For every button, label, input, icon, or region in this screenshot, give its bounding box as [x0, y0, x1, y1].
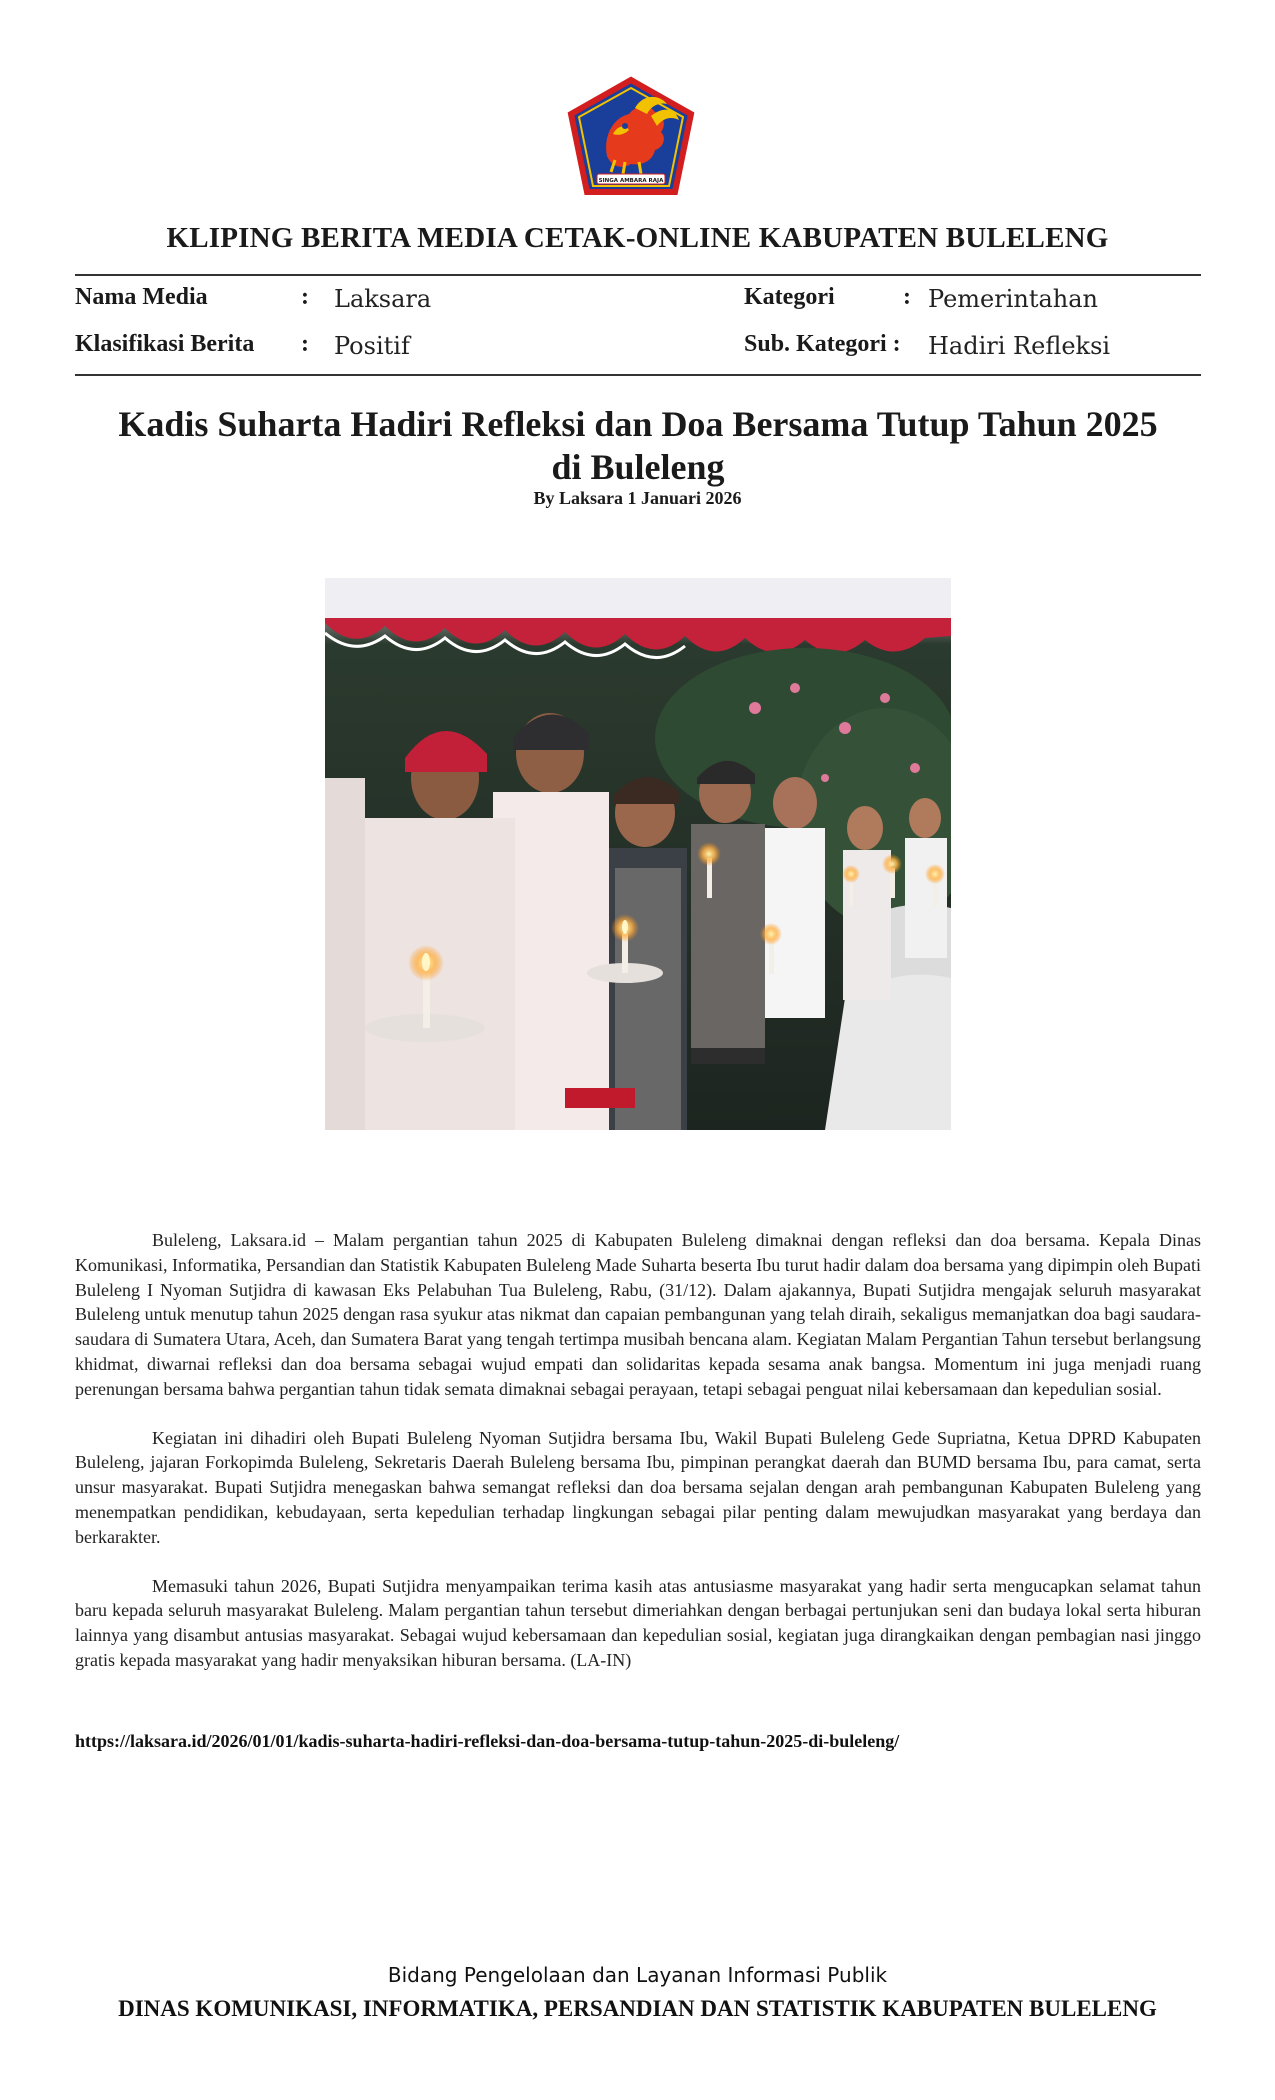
klasifikasi-value: Positif [334, 332, 410, 360]
article-byline: By Laksara 1 Januari 2026 [533, 488, 742, 508]
buleleng-coat-of-arms-icon [563, 74, 699, 200]
article-paragraph: Buleleng, Laksara.id – Malam pergantian tahun 2025 di Kabupaten Buleleng dimaknai dengan refleksi dan doa bersama. Kepala Dinas Komunikasi, Informatika, Persandian dan Statistik Kabupaten Buleleng Made Suharta beserta Ibu turut hadir dalam doa bersama yang dipimpin oleh Bupati Buleleng I Nyoman Sutjidra di kawasan Eks Pelabuhan Tua Buleleng, Rabu, (31/12). Dalam ajakannya, Bupati Sutjidra mengajak seluruh masyarakat Buleleng untuk menutup tahun 2025 dengan rasa syukur atas nikmat dan capaian pembangunan yang telah diraih, sekaligus memanjatkan doa bagi saudara-saudara di Sumatera Utara, Aceh, dan Sumatera Barat yang tengah tertimpa musibah bencana alam. Kegiatan Malam Pergantian Tahun tersebut berlangsung khidmat, diwarnai refleksi dan doa bersama sebagai wujud empati dan solidaritas kepada sesama anak bangsa. Momentum ini juga menjadi ruang perenungan bersama bahwa pergantian tahun tidak semata dimaknai sebagai perayaan, tetapi sebagai penguat nilai kebersamaan dan kepedulian sosial. [75, 1230, 1201, 1399]
page-title: KLIPING BERITA MEDIA CETAK-ONLINE KABUPATEN BULELENG [166, 222, 1109, 254]
klasifikasi-label: Klasifikasi Berita [75, 331, 255, 357]
article-title-line2: di Buleleng [551, 447, 725, 487]
article-paragraph: Kegiatan ini dihadiri oleh Bupati Buleleng Nyoman Sutjidra bersama Ibu, Wakil Bupati Buleleng Gede Supriatna, Ketua DPRD Kabupaten Buleleng, jajaran Forkopimda Buleleng, Sekretaris Daerah Buleleng bersama Ibu, pimpinan perangkat daerah dan BUMD bersama Ibu, para camat, serta unsur masyarakat. Bupati Sutjidra menegaskan bahwa semangat refleksi dan doa bersama sejalan dengan arah pembangunan Kabupaten Buleleng yang menempatkan pendidikan, kebudayaan, serta kepedulian terhadap lingkungan sebagai pilar penting dalam mewujudkan masyarakat yang berdaya dan berkarakter. [75, 1427, 1201, 1547]
kategori-colon: : [903, 284, 911, 310]
footer-agency: DINAS KOMUNIKASI, INFORMATIKA, PERSANDIAN DAN STATISTIK KABUPATEN BULELENG [118, 1996, 1157, 2021]
kategori-label: Kategori [744, 284, 835, 310]
nama-media-colon: : [301, 284, 309, 310]
nama-media-label: Nama Media [75, 284, 208, 310]
klasifikasi-colon: : [301, 331, 309, 357]
divider-top [75, 274, 1201, 276]
article-photo [325, 578, 951, 1130]
article-title-line1: Kadis Suharta Hadiri Refleksi dan Doa Bersama Tutup Tahun 2025 [118, 404, 1158, 444]
footer-unit: Bidang Pengelolaan dan Layanan Informasi Publik [387, 1963, 888, 1987]
sub-kategori-value: Hadiri Refleksi [928, 332, 1111, 360]
logo-motto: SINGA AMBARA RAJA [598, 178, 664, 184]
sub-kategori-label: Sub. Kategori : [744, 331, 901, 357]
nama-media-value: Laksara [334, 285, 432, 313]
source-url-link[interactable]: https://laksara.id/2026/01/01/kadis-suharta-hadiri-refleksi-dan-doa-bersama-tutup-tahun-2025-di-buleleng/ [75, 1731, 900, 1751]
article-body [75, 1228, 1201, 1697]
article-paragraph: Memasuki tahun 2026, Bupati Sutjidra menyampaikan terima kasih atas antusiasme masyarakat yang hadir serta mengucapkan selamat tahun baru kepada seluruh masyarakat Buleleng. Malam pergantian tahun tersebut dimeriahkan dengan berbagai pertunjukan seni dan budaya lokal serta hiburan lainnya yang disambut antusias masyarakat. Sebagai wujud kebersamaan dan kepedulian sosial, kegiatan juga dirangkaikan dengan pembagian nasi jinggo gratis kepada masyarakat yang hadir menyaksikan hiburan bersama. (LA-IN) [75, 1575, 1201, 1670]
kategori-value: Pemerintahan [928, 285, 1099, 313]
divider-bottom [75, 374, 1201, 376]
article-title [100, 402, 1176, 490]
